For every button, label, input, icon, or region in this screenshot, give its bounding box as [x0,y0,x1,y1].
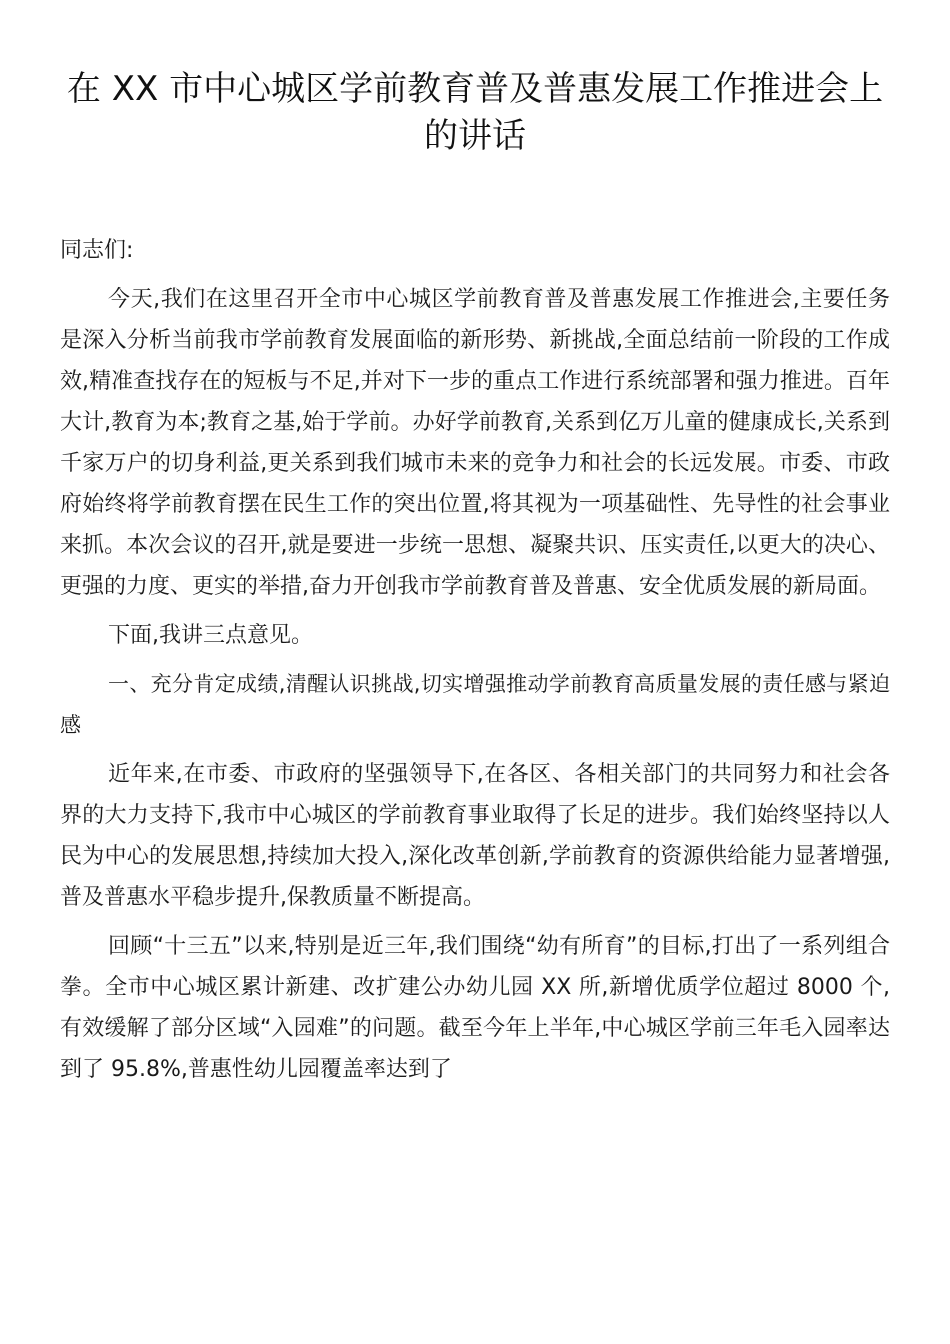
paragraph-achievements: 近年来,在市委、市政府的坚强领导下,在各区、各相关部门的共同努力和社会各界的大力支持下,我市中心城区的学前教育事业取得了长足的进步。我们始终坚持以人民为中心的发展思想,持续加大投入,深化改革创新,学前教育的资源供给能力显著增强,普及普惠水平稳步提升,保教质量不断提高。 [60,762,890,910]
paragraph-intro: 今天,我们在这里召开全市中心城区学前教育普及普惠发展工作推进会,主要任务是深入分析当前我市学前教育发展面临的新形势、新挑战,全面总结前一阶段的工作成效,精准查找存在的短板与不足,并对下一步的重点工作进行系统部署和强力推进。百年大计,教育为本;教育之基,始于学前。办好学前教育,关系到亿万儿童的健康成长,关系到千家万户的切身利益,更关系到我们城市未来的竞争力和社会的长远发展。市委、市政府始终将学前教育摆在民生工作的突出位置,将其视为一项基础性、先导性的社会事业来抓。本次会议的召开,就是要进一步统一思想、凝聚共识、压实责任,以更大的决心、更强的力度、更实的举措,奋力开创我市学前教育普及普惠、安全优质发展的新局面。 [60,287,890,599]
document-body [60,230,890,1090]
paragraph-outline: 下面,我讲三点意见。 [108,623,313,648]
section-heading-1: 一、充分肯定成绩,清醒认识挑战,切实增强推动学前教育高质量发展的责任感与紧迫感 [60,672,890,737]
document-title: 在 XX 市中心城区学前教育普及普惠发展工作推进会上的讲话 [66,69,884,156]
paragraph-review: 回顾“十三五”以来,特别是近三年,我们围绕“幼有所育”的目标,打出了一系列组合拳。全市中心城区累计新建、改扩建公办幼儿园 XX 所,新增优质学位超过 8000 个,有效缓解了部分区域“入园难”的问题。截至今年上半年,中心城区学前三年毛入园率达到了 95.8%,普惠性幼儿园覆盖率达到了 [60,934,890,1082]
salutation: 同志们: [60,238,134,263]
